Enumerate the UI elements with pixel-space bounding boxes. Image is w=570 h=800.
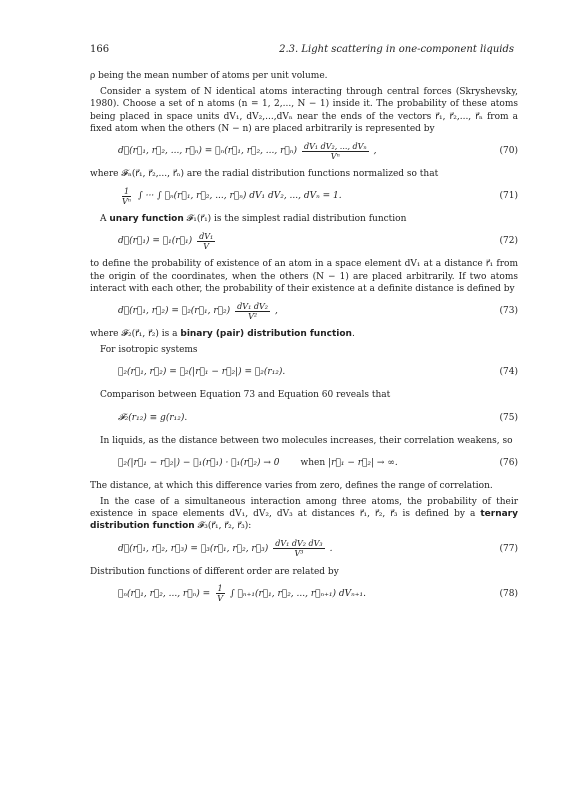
equation-71 xyxy=(90,186,518,206)
equation-75-body: 𝓕₂(r₁₂) ≡ g(r₁₂). xyxy=(118,412,188,423)
equation-70-fraction: $\frac{\text{dV₁ dV₂, ..., dVₙ}}{\text{Vⁿ}}$ xyxy=(303,141,367,161)
equation-76-condition: |r⃗₁ − r⃗₂| → ∞. xyxy=(328,457,398,468)
equation-72-fraction: $\frac{\text{dV₁}}{V}$ xyxy=(199,231,214,251)
equation-76 xyxy=(90,453,518,473)
equation-70: d𝒫(r⃗₁, r⃗₂, ..., r⃗ₙ) = 𝓕ₙ(r⃗₁, r⃗₂, ..., r⃗ₙ) $\frac{\text{dV₁ dV₂, ..., dVₙ}}{\text{Vⁿ}}$ , (70) xyxy=(118,141,518,161)
term-binary-function: binary (pair) distribution function xyxy=(180,329,352,340)
equation-72-lhs: d𝒫(r⃗₁) = 𝓕₁(r⃗₁) xyxy=(118,236,193,247)
equation-73: d𝒫(r⃗₁, r⃗₂) = 𝓕₂(r⃗₁, r⃗₂) $\frac{\text{dV₁ dV₂}}{\text{V²}}$ , (73) xyxy=(118,301,518,321)
paragraph-unary: A unary function 𝓕₁(r⃗₁) is the simplest radial distribution function xyxy=(100,214,407,225)
paragraph-ternary: In the case of a simultaneous interaction among three atoms, the probability of their existence in space elements dV₁, dV₂, dV₃ at distances r⃗₁, r⃗₂, r⃗₃ is defined by a ternary distribution function 𝓕₃(r⃗₁, r⃗₂, r⃗₃): xyxy=(90,497,518,532)
paragraph-relation: Distribution functions of different order are related by xyxy=(90,566,339,577)
equation-70-number: (70) xyxy=(499,145,518,156)
equation-75 xyxy=(90,408,518,428)
equation-77-lhs: d𝒫(r⃗₁, r⃗₂, r⃗₃) = 𝓕₃(r⃗₁, r⃗₂, r⃗₃) xyxy=(118,543,269,554)
equation-76-number: (76) xyxy=(499,457,518,468)
equation-70-lhs: d𝒫(r⃗₁, r⃗₂, ..., r⃗ₙ) = 𝓕ₙ(r⃗₁, r⃗₂, ..., r⃗ₙ) xyxy=(118,145,297,156)
page-number: 166 xyxy=(90,44,110,55)
paragraph-comparison: Comparison between Equation 73 and Equation 60 reveals that xyxy=(100,390,391,401)
equation-74-body: 𝓕₂(r⃗₁, r⃗₂) = 𝓕₂(|r⃗₁ − r⃗₂|) = 𝓕₂(r₁₂). xyxy=(118,367,286,378)
page-body xyxy=(90,70,518,611)
equation-71-fraction: $\frac{1}{\text{Vⁿ}}$ xyxy=(122,186,132,206)
equation-78-number: (78) xyxy=(499,588,518,599)
equation-78-body: ∫ 𝓕ₙ₊₁(r⃗₁, r⃗₂, ..., r⃗ₙ₊₁) dVₙ₊₁. xyxy=(229,588,367,599)
paragraph-isotropic: For isotropic systems xyxy=(100,345,198,356)
equation-73-lhs: d𝒫(r⃗₁, r⃗₂) = 𝓕₂(r⃗₁, r⃗₂) xyxy=(118,305,231,316)
equation-71-number: (71) xyxy=(499,191,518,202)
equation-78-lhs: 𝓕ₙ(r⃗₁, r⃗₂, ..., r⃗ₙ) = xyxy=(118,588,211,599)
equation-74-number: (74) xyxy=(499,367,518,378)
paragraph-correlation-range: The distance, at which this difference varies from zero, defines the range of correlation. xyxy=(90,480,493,491)
equation-73-fraction: $\frac{\text{dV₁ dV₂}}{\text{V²}}$ xyxy=(237,301,268,321)
equation-77-number: (77) xyxy=(499,543,518,554)
equation-75-number: (75) xyxy=(499,412,518,423)
equation-76-body: 𝓕₂(|r⃗₁ − r⃗₂|) − 𝓕₁(r⃗₁) · 𝓕₁(r⃗₂) → 0 xyxy=(118,457,280,468)
equation-71-body: ∫ ··· ∫ 𝓕ₙ(r⃗₁, r⃗₂, ..., r⃗ₙ) dV₁ dV₂, ..., dVₙ = 1. xyxy=(138,191,342,202)
equation-77-fraction: $\frac{\text{dV₁ dV₂ dV₃}}{\text{V³}}$ xyxy=(275,539,323,559)
running-header xyxy=(90,44,514,58)
section-title: 2.3. Light scattering in one-component liquids xyxy=(279,44,514,55)
equation-77: d𝒫(r⃗₁, r⃗₂, r⃗₃) = 𝓕₃(r⃗₁, r⃗₂, r⃗₃) $\frac{\text{dV₁ dV₂ dV₃}}{\text{V³}}$ . (77) xyxy=(118,539,518,559)
equation-74 xyxy=(90,362,518,382)
term-unary-function: unary function xyxy=(109,214,184,225)
paragraph-normalization: where 𝓕ₙ(r⃗₁, r⃗₂,..., r⃗ₙ) are the radial distribution functions normalized so that xyxy=(90,169,439,180)
term-ternary-function: ternary distribution function xyxy=(90,509,518,532)
equation-72 xyxy=(90,231,518,251)
paragraph-density: ρ being the mean number of atoms per unit volume. xyxy=(90,71,328,81)
paragraph-probability: to define the probability of existence of an atom in a space element dV₁ at a distance r⃗₁ from the origin of the coordinates, when the others (N − 1) are placed arbitrarily. If two atoms interact with each other, the probability of their existence at a definite distance is defined by xyxy=(90,259,518,294)
equation-73-number: (73) xyxy=(499,305,518,316)
equation-76-when: when xyxy=(300,457,326,468)
equation-78 xyxy=(90,584,518,604)
paragraph-liquids: In liquids, as the distance between two molecules increases, their correlation weakens, so xyxy=(100,435,513,446)
equation-72-number: (72) xyxy=(499,236,518,247)
paragraph-system: Consider a system of N identical atoms interacting through central forces (Skryshevsky, 1980). Choose a set of n atoms (n = 1, 2,..., N − 1) inside it. The probability of these atoms being placed in space units dV₁, dV₂,...,dVₙ near the ends of the vectors r⃗₁, r⃗₂,..., r⃗ₙ from a fixed atom when the others (N − n) are placed arbitrarily is represented by xyxy=(90,87,518,134)
equation-78-fraction: $\frac{1}{V}$ xyxy=(217,584,223,604)
paragraph-binary: where 𝓕₂(r⃗₁, r⃗₂) is a binary (pair) distribution function. xyxy=(90,329,355,340)
